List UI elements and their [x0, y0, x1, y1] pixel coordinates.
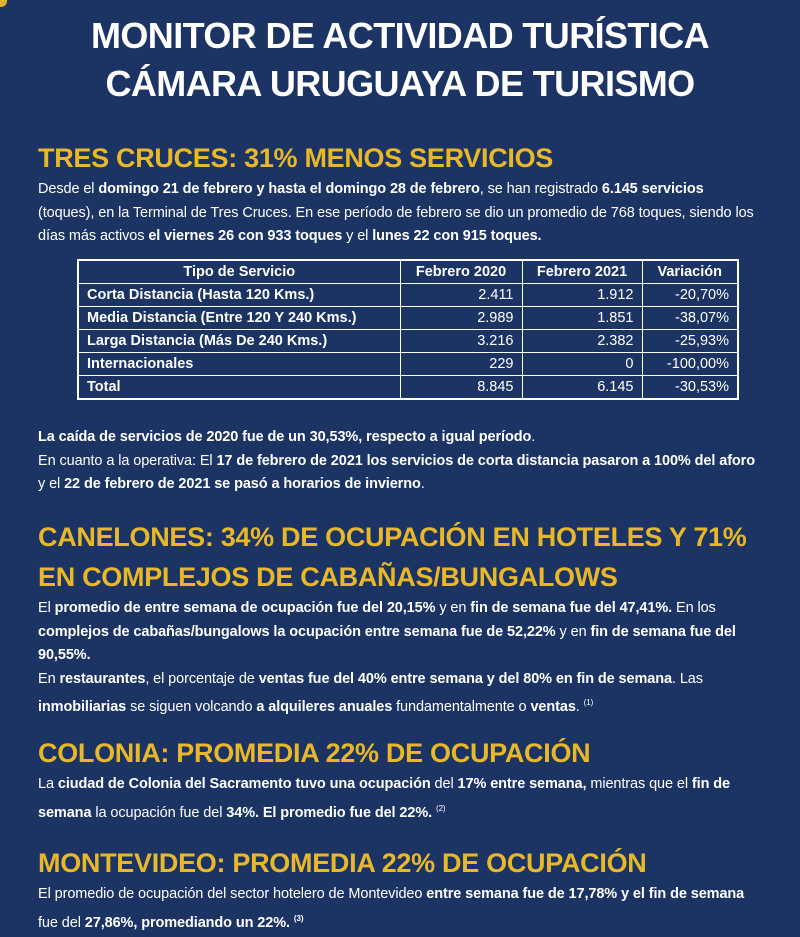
- bold-run: 17% entre semana,: [457, 776, 587, 792]
- table-cell: Media Distancia (Entre 120 Y 240 Kms.): [78, 307, 400, 330]
- text-run: .: [531, 429, 536, 445]
- section-colonia: [0, 733, 800, 825]
- bold-run: fin de semana: [38, 776, 730, 821]
- text-run: En: [38, 670, 60, 687]
- text-run: fue del: [38, 914, 85, 931]
- heading-line-1: CANELONES: 34% DE OCUPACIÓN EN HOTELES Y 71%: [38, 522, 747, 552]
- table-cell: Corta Distancia (Hasta 120 Kms.): [78, 284, 400, 307]
- bold-run: 6.145 servicios: [601, 181, 704, 197]
- montevideo-occupancy-text: [0, 883, 800, 935]
- table-cell: -30,53%: [642, 376, 738, 400]
- services-table: [77, 259, 739, 400]
- text-run: (toques), en la Terminal de Tres Cruces. En ese período de febrero se dio un promedio de 768 toques, siendo los días más activos: [38, 204, 754, 244]
- tres-cruces-operations-text: [0, 450, 800, 497]
- section-heading-tres-cruces: TRES CRUCES: 31% MENOS SERVICIOS: [38, 143, 554, 173]
- title-line-1: MONITOR DE ACTIVIDAD TURÍSTICA: [91, 15, 709, 56]
- section-montevideo: [0, 843, 800, 935]
- section-tres-cruces: [0, 138, 800, 249]
- heading-line-2: EN COMPLEJOS DE CABAÑAS/BUNGALOWS: [38, 562, 618, 592]
- table-cell: 2.989: [400, 307, 522, 330]
- table-row: [78, 353, 738, 376]
- table-cell: -38,07%: [642, 307, 738, 330]
- table-cell: -100,00%: [642, 353, 738, 376]
- footnote-ref: (3): [293, 913, 304, 923]
- text-run: La: [38, 776, 58, 792]
- text-run: En cuanto a la operativa: El: [38, 452, 217, 469]
- table-row: [78, 284, 738, 307]
- table-cell: 6.145: [522, 376, 642, 400]
- text-run: Desde el: [38, 181, 99, 197]
- page-title: [0, 0, 800, 108]
- column-header: Tipo de Servicio: [78, 260, 400, 284]
- canelones-occupancy-text: [0, 597, 800, 668]
- table-cell: 3.216: [400, 330, 522, 353]
- table-cell: -20,70%: [642, 284, 738, 307]
- text-run: la ocupación fue del: [91, 804, 227, 821]
- bold-run: restaurantes: [59, 670, 146, 687]
- tres-cruces-decline-text: [0, 426, 800, 450]
- section-heading-montevideo: MONTEVIDEO: PROMEDIA 22% DE OCUPACIÓN: [38, 848, 647, 878]
- bold-run: inmobiliarias: [38, 698, 127, 715]
- section-heading-colonia: COLONIA: PROMEDIA 22% DE OCUPACIÓN: [38, 738, 591, 768]
- column-header: Febrero 2021: [522, 260, 642, 284]
- bold-run: el viernes 26 con 933 toques: [148, 228, 343, 244]
- text-run: .: [575, 698, 584, 715]
- services-table-container: [77, 259, 739, 400]
- table-cell: 229: [400, 353, 522, 376]
- text-run: y en: [555, 623, 591, 640]
- text-run: se siguen volcando: [126, 698, 257, 715]
- text-run: El promedio de ocupación del sector hotelero de Montevideo: [38, 886, 427, 902]
- table-cell: 2.382: [522, 330, 642, 353]
- bold-run: promedio de entre semana de ocupación fue del 20,15%: [54, 600, 436, 616]
- table-cell: Internacionales: [78, 353, 400, 376]
- bold-run: 17 de febrero de 2021 los servicios de corta distancia pasaron a 100% del aforo: [216, 452, 755, 469]
- table-cell: Total: [78, 376, 400, 400]
- table-cell: 8.845: [400, 376, 522, 400]
- section-heading-canelones: [0, 517, 800, 597]
- colonia-occupancy-text: [0, 773, 800, 825]
- bold-run: La caída de servicios de 2020 fue de un 30,53%, respecto a igual período: [38, 429, 532, 445]
- table-cell: -25,93%: [642, 330, 738, 353]
- bold-run: lunes 22 con 915 toques.: [372, 228, 542, 244]
- section-canelones: [0, 517, 800, 719]
- bold-run: 27,86%, promediando un 22%.: [84, 914, 290, 931]
- bold-run: domingo 21 de febrero y hasta el domingo 28 de febrero: [98, 181, 480, 197]
- table-row: [78, 330, 738, 353]
- text-run: y el: [38, 476, 65, 492]
- table-row: [78, 307, 738, 330]
- table-cell: 2.411: [400, 284, 522, 307]
- text-run: y el: [342, 228, 373, 244]
- bold-run: fin de semana fue del 47,41%.: [470, 600, 673, 616]
- bold-run: ventas: [530, 698, 576, 715]
- footnote-ref: (2): [436, 803, 446, 813]
- bold-run: a alquileres anuales: [256, 698, 393, 715]
- text-run: , el porcentaje de: [145, 670, 259, 687]
- text-run: y en: [435, 600, 471, 616]
- text-run: . Las: [671, 670, 703, 687]
- bold-run: ventas fue del 40% entre semana y del 80% en fin de semana: [258, 670, 672, 687]
- bold-run: 34%. El promedio fue del 22%.: [226, 804, 433, 821]
- table-header-row: [78, 260, 738, 284]
- text-run: , se han registrado: [479, 181, 602, 197]
- tres-cruces-intro: [0, 178, 800, 249]
- bold-run: 22 de febrero de 2021 se pasó a horarios de invierno: [64, 476, 421, 492]
- text-run: .: [420, 476, 425, 492]
- tres-cruces-summary: [0, 426, 800, 497]
- table-cell: 0: [522, 353, 642, 376]
- table-cell: 1.912: [522, 284, 642, 307]
- text-run: mientras que el: [586, 776, 692, 792]
- column-header: Variación: [642, 260, 738, 284]
- text-run: fundamentalmente o: [392, 698, 531, 715]
- bold-run: fin de semana fue del 90,55%.: [38, 623, 736, 663]
- canelones-restaurants-text: [0, 668, 800, 720]
- table-cell: 1.851: [522, 307, 642, 330]
- text-run: El: [38, 600, 55, 616]
- text-run: En los: [672, 600, 716, 616]
- footnote-ref: (1): [583, 698, 594, 707]
- title-line-2: CÁMARA URUGUAYA DE TURISMO: [105, 63, 695, 104]
- table-cell: Larga Distancia (Más De 240 Kms.): [78, 330, 400, 353]
- text-run: del: [430, 776, 458, 792]
- table-total-row: [78, 376, 738, 400]
- bold-run: entre semana fue de 17,78% y el fin de semana: [426, 886, 745, 902]
- bold-run: ciudad de Colonia del Sacramento tuvo una ocupación: [57, 776, 431, 792]
- column-header: Febrero 2020: [400, 260, 522, 284]
- bold-run: complejos de cabañas/bungalows la ocupación entre semana fue de 52,22%: [38, 623, 556, 640]
